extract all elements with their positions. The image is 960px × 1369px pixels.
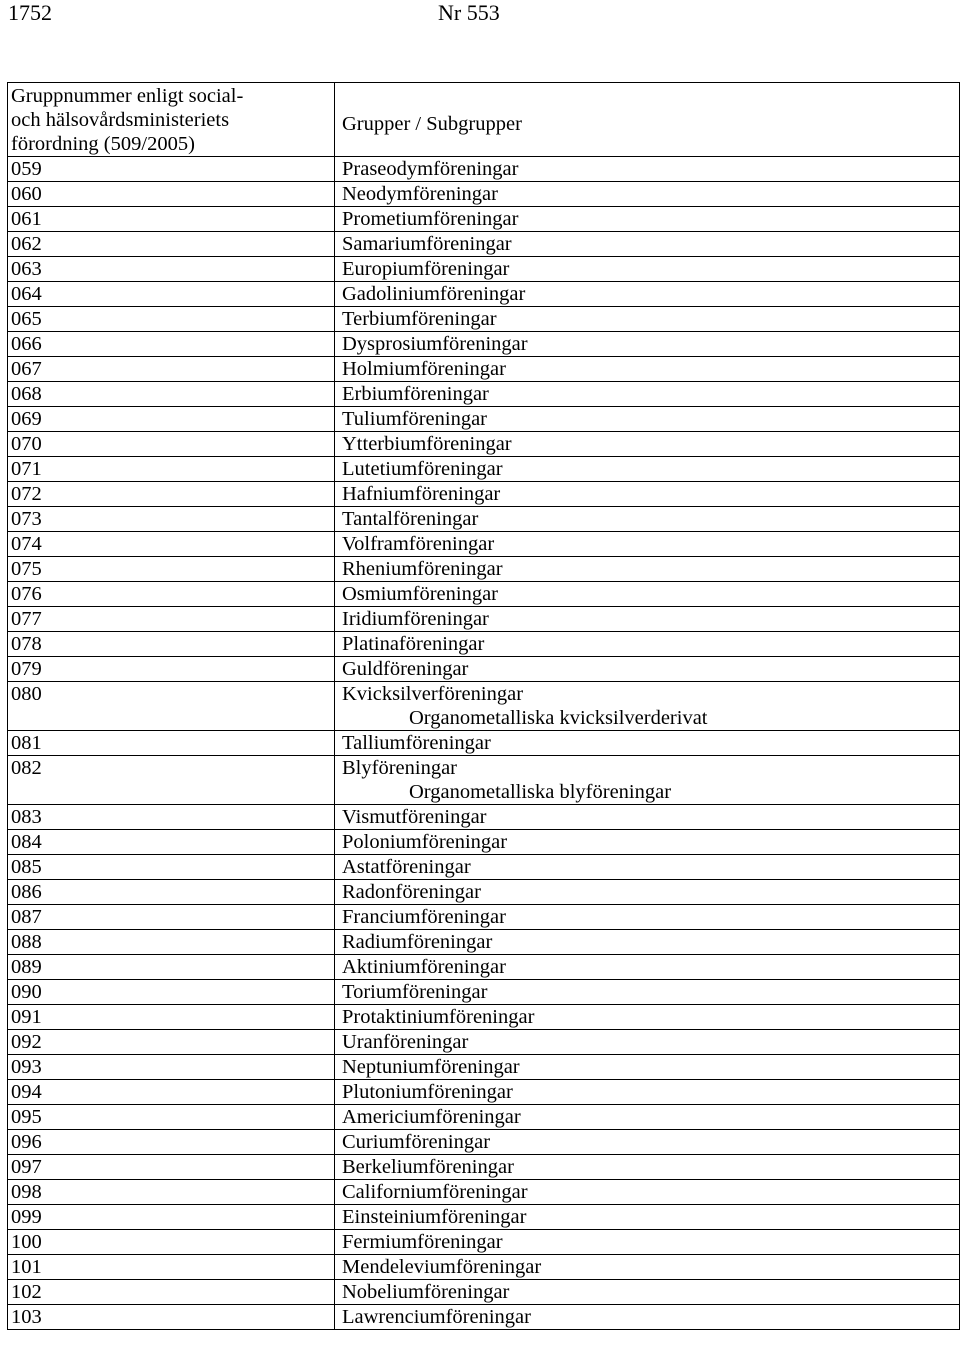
group-name-cell — [335, 357, 960, 382]
group-number-cell: 065 — [8, 307, 335, 332]
group-name: Neodymföreningar — [342, 183, 498, 205]
group-number-cell: 098 — [8, 1180, 335, 1205]
group-number-cell: 080 — [8, 682, 335, 731]
issue-number: Nr 553 — [438, 0, 500, 25]
group-name-cell — [335, 182, 960, 207]
table-row — [8, 1005, 960, 1030]
group-name-cell — [335, 805, 960, 830]
group-number-cell: 084 — [8, 830, 335, 855]
group-name: Tuliumföreningar — [342, 408, 488, 430]
table-row — [8, 855, 960, 880]
column-header-groups: Grupper / Subgrupper — [335, 83, 960, 157]
group-name: Kvicksilverföreningar — [342, 683, 524, 705]
group-name: Talliumföreningar — [342, 732, 491, 754]
group-number-cell: 072 — [8, 482, 335, 507]
group-name: Einsteiniumföreningar — [342, 1206, 527, 1228]
group-name-cell — [335, 282, 960, 307]
group-name: Radonföreningar — [342, 881, 481, 903]
group-name-cell — [335, 657, 960, 682]
group-name-cell — [335, 632, 960, 657]
table-row — [8, 756, 960, 805]
group-name: Lutetiumföreningar — [342, 458, 503, 480]
table-row — [8, 182, 960, 207]
table-row — [8, 232, 960, 257]
group-name: Curiumföreningar — [342, 1131, 491, 1153]
group-name-cell — [335, 980, 960, 1005]
subgroup-name: Organometalliska kvicksilverderivat — [409, 707, 708, 729]
group-name-cell — [335, 682, 960, 731]
table-row — [8, 682, 960, 731]
group-name: Samariumföreningar — [342, 233, 512, 255]
table-row — [8, 632, 960, 657]
group-name: Lawrenciumföreningar — [342, 1306, 531, 1328]
group-number-cell: 096 — [8, 1130, 335, 1155]
table-row — [8, 382, 960, 407]
group-name-cell — [335, 557, 960, 582]
group-name: Hafniumföreningar — [342, 483, 501, 505]
group-name-cell — [335, 1280, 960, 1305]
group-name-cell — [335, 1055, 960, 1080]
table-row — [8, 1105, 960, 1130]
table-row — [8, 805, 960, 830]
group-number-cell: 079 — [8, 657, 335, 682]
column-header-group-number-line: förordning (509/2005) — [11, 133, 195, 155]
table-row — [8, 930, 960, 955]
group-name: Aktiniumföreningar — [342, 956, 506, 978]
group-name-cell — [335, 1130, 960, 1155]
group-name: Volframföreningar — [342, 533, 495, 555]
table-row — [8, 1230, 960, 1255]
group-number-cell: 090 — [8, 980, 335, 1005]
group-number-cell: 063 — [8, 257, 335, 282]
group-name: Ytterbiumföreningar — [342, 433, 512, 455]
group-name: Iridiumföreningar — [342, 608, 489, 630]
table-row — [8, 1305, 960, 1330]
group-number-cell: 097 — [8, 1155, 335, 1180]
group-name-cell — [335, 1205, 960, 1230]
group-number-cell: 089 — [8, 955, 335, 980]
group-name: Californiumföreningar — [342, 1181, 528, 1203]
table-row — [8, 582, 960, 607]
group-name-cell — [335, 607, 960, 632]
group-number-cell: 081 — [8, 731, 335, 756]
table-body — [8, 157, 960, 1330]
group-name: Rheniumföreningar — [342, 558, 503, 580]
group-name-cell — [335, 1105, 960, 1130]
group-number-cell: 078 — [8, 632, 335, 657]
group-number-cell: 059 — [8, 157, 335, 182]
table-row — [8, 432, 960, 457]
subgroup-name: Organometalliska blyföreningar — [409, 781, 672, 803]
table-row — [8, 307, 960, 332]
group-name-cell — [335, 407, 960, 432]
group-number-cell: 082 — [8, 756, 335, 805]
group-name: Guldföreningar — [342, 658, 469, 680]
table-row — [8, 955, 960, 980]
group-name-cell — [335, 955, 960, 980]
group-name-cell — [335, 257, 960, 282]
group-name: Prometiumföreningar — [342, 208, 519, 230]
group-name-cell — [335, 855, 960, 880]
table-row — [8, 157, 960, 182]
group-name-cell — [335, 1030, 960, 1055]
group-number-cell: 064 — [8, 282, 335, 307]
group-number-cell: 085 — [8, 855, 335, 880]
group-name-cell — [335, 930, 960, 955]
column-header-group-number-line: och hälsovårdsministeriets — [11, 109, 230, 131]
group-name-cell — [335, 1180, 960, 1205]
group-name-cell — [335, 382, 960, 407]
table-row — [8, 482, 960, 507]
group-name-cell — [335, 432, 960, 457]
group-name-cell — [335, 880, 960, 905]
table-row — [8, 457, 960, 482]
group-name-cell — [335, 830, 960, 855]
group-number-cell: 067 — [8, 357, 335, 382]
group-name: Dysprosiumföreningar — [342, 333, 528, 355]
table-row — [8, 207, 960, 232]
group-name: Radiumföreningar — [342, 931, 493, 953]
group-number-cell: 073 — [8, 507, 335, 532]
group-number-cell: 077 — [8, 607, 335, 632]
group-name-cell — [335, 1305, 960, 1330]
group-name: Mendeleviumföreningar — [342, 1256, 542, 1278]
group-number-cell: 103 — [8, 1305, 335, 1330]
group-name-cell — [335, 731, 960, 756]
group-name-cell — [335, 1005, 960, 1030]
group-number-cell: 101 — [8, 1255, 335, 1280]
table-row — [8, 1180, 960, 1205]
group-number-cell: 066 — [8, 332, 335, 357]
group-name: Gadoliniumföreningar — [342, 283, 526, 305]
group-number-cell: 076 — [8, 582, 335, 607]
group-name: Franciumföreningar — [342, 906, 506, 928]
group-number-cell: 088 — [8, 930, 335, 955]
table-row — [8, 1030, 960, 1055]
table-row — [8, 607, 960, 632]
group-name-cell — [335, 457, 960, 482]
group-name: Platinaföreningar — [342, 633, 485, 655]
group-name: Praseodymföreningar — [342, 158, 519, 180]
group-number-cell: 074 — [8, 532, 335, 557]
table-row — [8, 532, 960, 557]
group-name: Protaktiniumföreningar — [342, 1006, 535, 1028]
group-name-cell — [335, 307, 960, 332]
table-row — [8, 731, 960, 756]
group-name-cell — [335, 207, 960, 232]
table-row — [8, 880, 960, 905]
group-number-cell: 070 — [8, 432, 335, 457]
group-name: Osmiumföreningar — [342, 583, 498, 605]
group-name-cell — [335, 756, 960, 805]
group-number-cell: 061 — [8, 207, 335, 232]
group-name: Neptuniumföreningar — [342, 1056, 520, 1078]
group-number-cell: 099 — [8, 1205, 335, 1230]
group-name: Plutoniumföreningar — [342, 1081, 513, 1103]
page-number: 1752 — [8, 0, 52, 25]
group-name: Nobeliumföreningar — [342, 1281, 510, 1303]
group-name-cell — [335, 482, 960, 507]
column-header-group-number — [8, 83, 335, 157]
group-number-cell: 060 — [8, 182, 335, 207]
groups-table — [7, 82, 960, 1330]
table-row — [8, 1155, 960, 1180]
group-number-cell: 075 — [8, 557, 335, 582]
group-name: Erbiumföreningar — [342, 383, 489, 405]
table-row — [8, 980, 960, 1005]
group-name: Toriumföreningar — [342, 981, 488, 1003]
table-row — [8, 332, 960, 357]
group-name: Americiumföreningar — [342, 1106, 521, 1128]
group-name-cell — [335, 1255, 960, 1280]
group-number-cell: 086 — [8, 880, 335, 905]
table-row — [8, 1055, 960, 1080]
group-name: Tantalföreningar — [342, 508, 479, 530]
group-name: Poloniumföreningar — [342, 831, 508, 853]
group-name-cell — [335, 157, 960, 182]
group-name: Holmiumföreningar — [342, 358, 506, 380]
group-number-cell: 087 — [8, 905, 335, 930]
table-row — [8, 1205, 960, 1230]
group-name-cell — [335, 905, 960, 930]
group-name-cell — [335, 232, 960, 257]
group-name: Terbiumföreningar — [342, 308, 497, 330]
table-row — [8, 1280, 960, 1305]
group-name: Vismutföreningar — [342, 806, 487, 828]
group-name: Fermiumföreningar — [342, 1231, 503, 1253]
table-row — [8, 905, 960, 930]
group-number-cell: 100 — [8, 1230, 335, 1255]
table-row — [8, 507, 960, 532]
table-row — [8, 282, 960, 307]
group-number-cell: 094 — [8, 1080, 335, 1105]
table-row — [8, 657, 960, 682]
table-header — [8, 83, 960, 157]
group-number-cell: 095 — [8, 1105, 335, 1130]
table-row — [8, 1255, 960, 1280]
group-name: Astatföreningar — [342, 856, 471, 878]
table-row — [8, 557, 960, 582]
table-row — [8, 1130, 960, 1155]
table-row — [8, 830, 960, 855]
group-number-cell: 069 — [8, 407, 335, 432]
group-number-cell: 071 — [8, 457, 335, 482]
group-name-cell — [335, 1080, 960, 1105]
group-name: Europiumföreningar — [342, 258, 510, 280]
group-name: Uranföreningar — [342, 1031, 469, 1053]
group-number-cell: 083 — [8, 805, 335, 830]
table-row — [8, 357, 960, 382]
group-number-cell: 068 — [8, 382, 335, 407]
group-name-cell — [335, 1155, 960, 1180]
group-name-cell — [335, 532, 960, 557]
group-name: Blyföreningar — [342, 757, 457, 779]
group-number-cell: 092 — [8, 1030, 335, 1055]
group-name-cell — [335, 1230, 960, 1255]
column-header-group-number-line: Gruppnummer enligt social- — [11, 85, 244, 107]
group-number-cell: 093 — [8, 1055, 335, 1080]
group-number-cell: 062 — [8, 232, 335, 257]
table-row — [8, 407, 960, 432]
group-number-cell: 102 — [8, 1280, 335, 1305]
group-name: Berkeliumföreningar — [342, 1156, 514, 1178]
table-row — [8, 257, 960, 282]
page-header — [0, 0, 960, 30]
group-name-cell — [335, 507, 960, 532]
table-row — [8, 1080, 960, 1105]
group-name-cell — [335, 332, 960, 357]
group-name-cell — [335, 582, 960, 607]
group-number-cell: 091 — [8, 1005, 335, 1030]
